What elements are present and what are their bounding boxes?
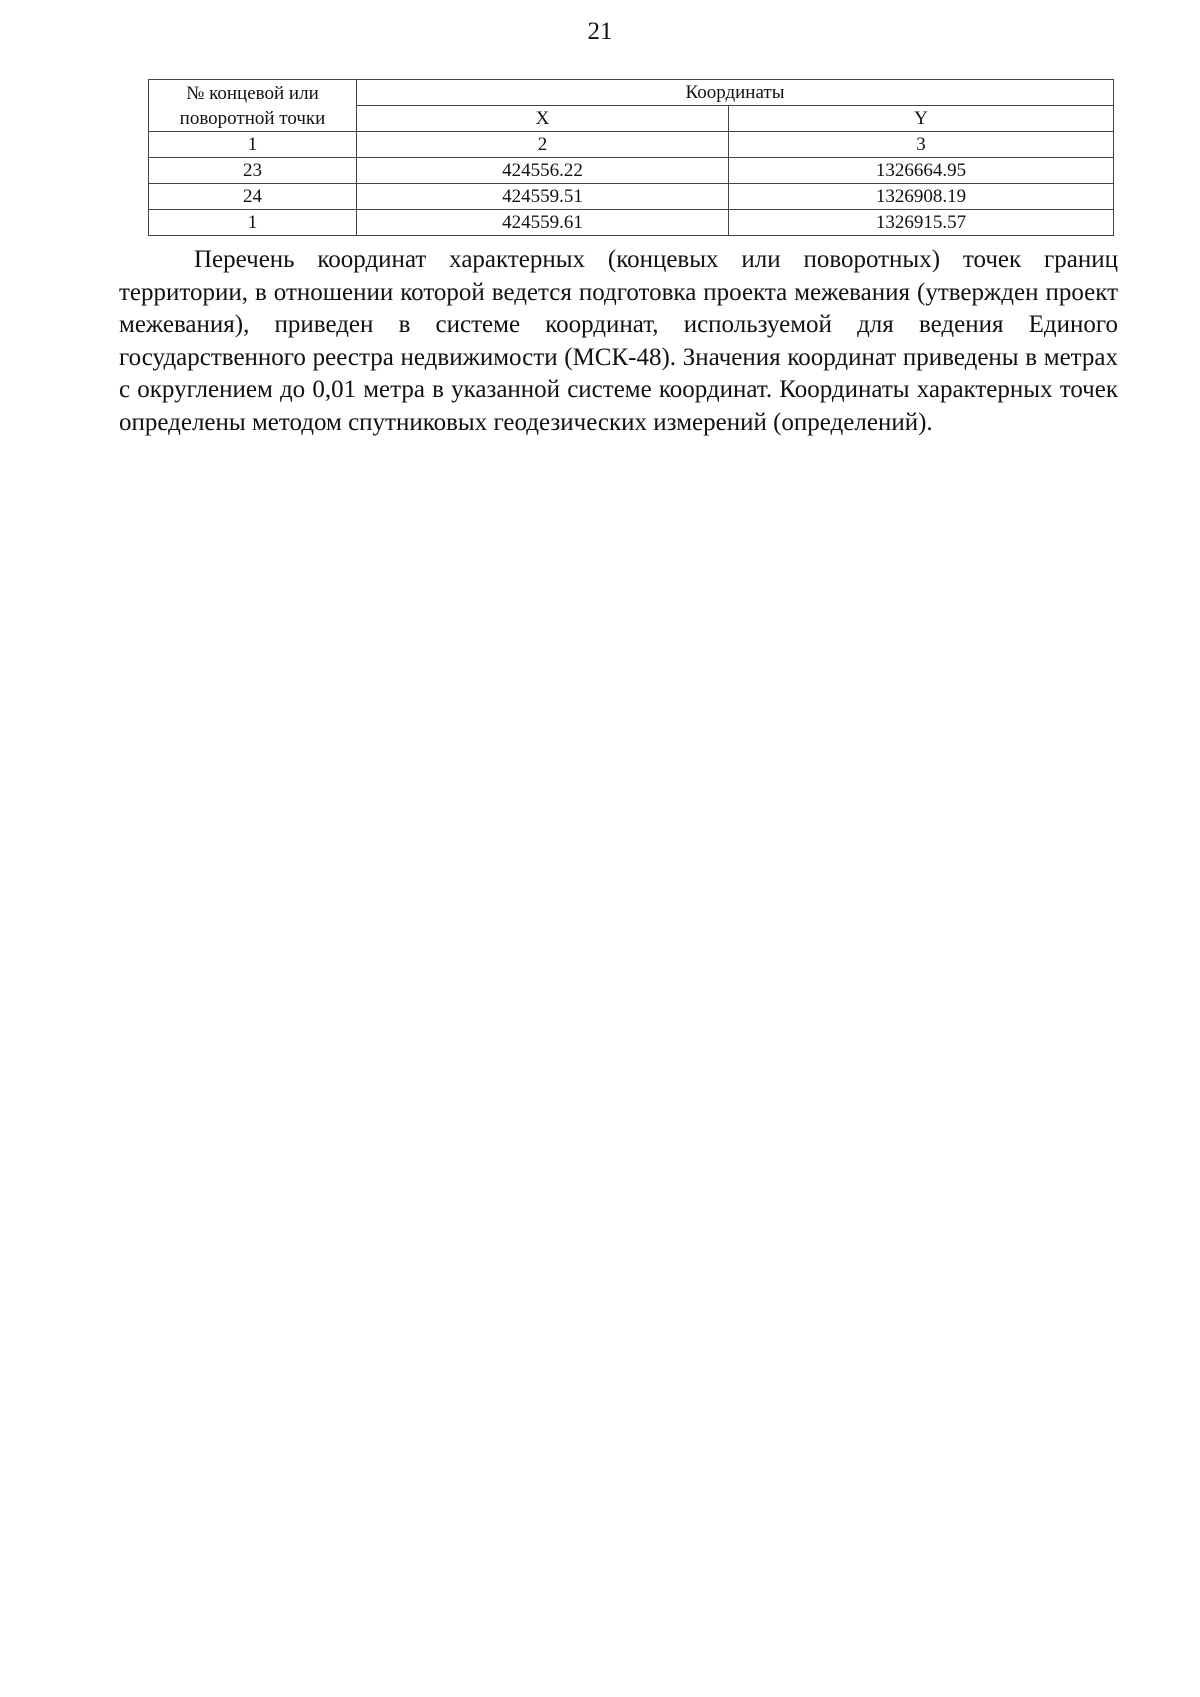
body-paragraph: Перечень координат характерных (концевых или поворотных) точек границ территории, в отношении которой ведется подготовка проекта межевания (утвержден проект межевания), приведен в системе координат, используемой для ведения Единого государственного реестра недвижимости (МСК-48). Значения координат приведены в метрах с округлением до 0,01 метра в указанной системе координат. Координаты характерных точек определены методом спутниковых геодезических измерений (определений).: [119, 246, 1118, 436]
table-row: [149, 210, 1114, 236]
cell-x: 424559.51: [357, 184, 729, 210]
header-x: X: [357, 106, 729, 132]
cell-y: 1326664.95: [729, 158, 1114, 184]
table-header-row-1: [149, 80, 1114, 106]
cell-point: 23: [149, 158, 357, 184]
cell-point: 24: [149, 184, 357, 210]
column-number-1: 1: [149, 132, 357, 158]
cell-y: 1326915.57: [729, 210, 1114, 236]
header-point-line1: № концевой или: [186, 82, 319, 104]
column-number-3: 3: [729, 132, 1114, 158]
header-point-number: [149, 80, 357, 132]
table-row: [149, 158, 1114, 184]
cell-x: 424556.22: [357, 158, 729, 184]
header-y: Y: [729, 106, 1114, 132]
page-number: 21: [587, 18, 613, 45]
table-column-numbers-row: [149, 132, 1114, 158]
cell-x: 424559.61: [357, 210, 729, 236]
header-coordinates: Координаты: [357, 80, 1114, 106]
coordinates-table: [148, 79, 1114, 236]
header-point-line2: поворотной точки: [179, 107, 326, 129]
cell-point: 1: [149, 210, 357, 236]
column-number-2: 2: [357, 132, 729, 158]
cell-y: 1326908.19: [729, 184, 1114, 210]
table-row: [149, 184, 1114, 210]
